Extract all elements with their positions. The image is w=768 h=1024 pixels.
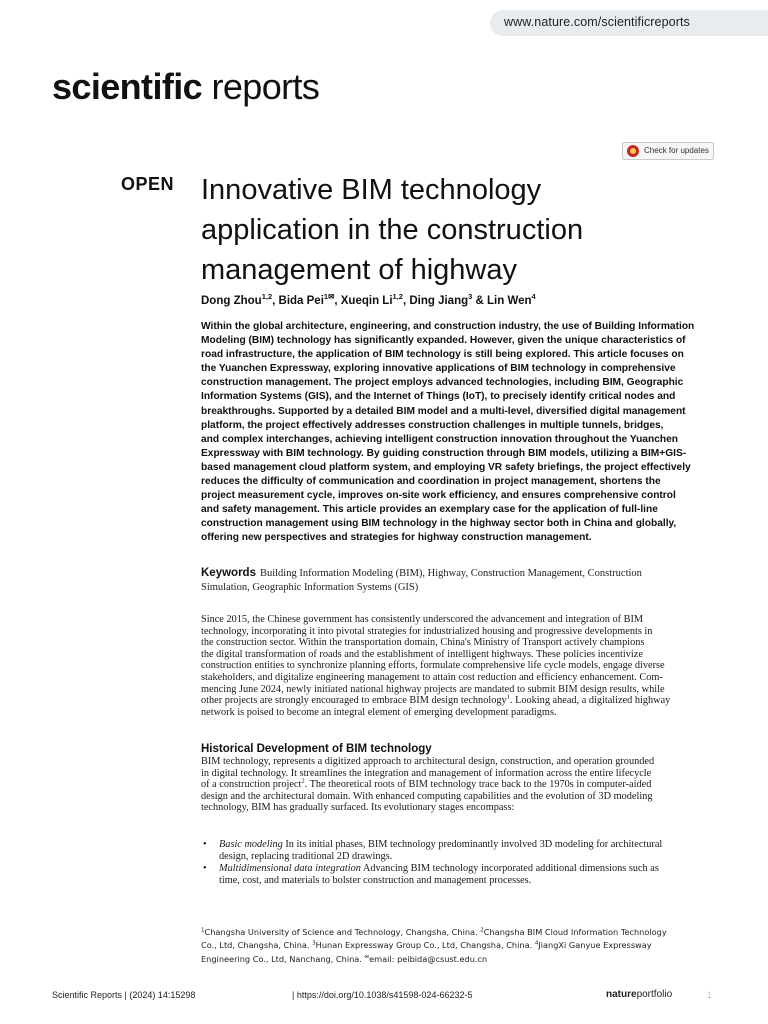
affil-text: Co., Ltd, Changsha, China. <box>201 940 313 951</box>
abstract-line: and complex interchanges, achieving intelligent construction innovation throughout the Yuanchen <box>201 433 678 445</box>
abstract-line: project measurement cycle, improves on-site work efficiency, and ensures comprehensive control <box>201 490 676 502</box>
abstract-line: breakthroughs. Supported by a detailed BIM model and a multi-level, diversified digital management <box>201 405 686 417</box>
body-line: technology, BIM has gradually surfaced. Its evolutionary stages encompass: <box>201 802 515 814</box>
keywords-line: Building Information Modeling (BIM), Highway, Construction Management, Construction <box>259 568 642 579</box>
crossmark-icon <box>627 145 639 157</box>
keywords-line: Simulation, Geographic Information Systems (GIS) <box>201 582 419 593</box>
affil-text: Hunan Expressway Group Co., Ltd, Changsha, China. <box>315 940 535 951</box>
body-line: network is poised to become an integral element of emerging development paradigms. <box>201 706 557 718</box>
journal-logo <box>52 66 319 108</box>
intro-paragraph <box>201 614 721 718</box>
abstract-line: Modeling (BIM) technology has significantly expanded. However, given the unique characteristics of <box>201 335 686 347</box>
check-updates-button[interactable] <box>622 142 714 160</box>
publisher-logo-light: portfolio <box>636 989 673 1000</box>
body-line: the construction sector. Within the transportation domain, China's Ministry of Transport actively champions <box>201 637 645 649</box>
abstract-line: construction management. The project employs advanced technologies, including BIM, Geographic <box>201 377 684 389</box>
list-item-text: In its initial phases, BIM technology predominantly involved 3D modeling for architectural <box>282 839 663 850</box>
affiliations <box>201 926 721 966</box>
keywords <box>201 566 721 595</box>
abstract-line: platform, the project effectively addresses construction challenges in multiple tunnels, bridges, <box>201 419 664 431</box>
affil-text: Changsha BIM Cloud Information Technology <box>483 927 667 937</box>
abstract <box>201 320 721 546</box>
author-sep: , <box>334 294 341 307</box>
author-name[interactable]: Lin Wen <box>487 294 532 307</box>
abstract-line: road infrastructure, the application of BIM technology is still being explored. This article focuses on <box>201 349 684 361</box>
abstract-line: and safety management. This article provides an exemplary case for the application of full-line <box>201 504 658 516</box>
author-affil-sup: 1,2 <box>392 292 403 301</box>
abstract-line: reduces the difficulty of communication and coordination in project management, shortens the <box>201 476 661 488</box>
author-sep: & <box>472 294 487 307</box>
title-line: management of highway <box>201 254 517 286</box>
affil-sup: 2 <box>480 927 484 934</box>
list-item-text: design, replacing traditional 2D drawings. <box>219 850 393 862</box>
open-access-label: OPEN <box>121 174 175 194</box>
reference-link[interactable]: 1 <box>506 693 510 701</box>
bullet-icon: • <box>203 863 207 875</box>
body-line: . Looking ahead, a digitalized highway <box>509 695 671 707</box>
author-affil-sup: 1,2 <box>261 292 273 301</box>
article-title <box>201 170 721 290</box>
affil-text: Changsha University of Science and Technology, Changsha, China. <box>204 927 481 937</box>
keywords-label: Keywords <box>201 567 256 579</box>
affil-text: Engineering Co., Ltd, Nanchang, China. <box>201 953 365 964</box>
body-line: other projects are strongly encouraged to embrace BIM design technology <box>201 695 507 707</box>
envelope-icon: ✉ <box>364 953 370 960</box>
body-line: stakeholders, and digitalize engineering management to attain cost reduction and efficiency enhancement. Com- <box>201 671 663 683</box>
author-name[interactable]: Ding Jiang <box>409 294 469 307</box>
author-affil-sup: 1✉ <box>323 292 335 301</box>
footer-citation: Scientific Reports | (2024) 14:15298 <box>52 990 196 1000</box>
affil-text: JiangXi Ganyue Expressway <box>538 940 652 951</box>
author-list <box>201 292 536 307</box>
journal-url-tab[interactable] <box>490 10 768 36</box>
author-name[interactable]: Xueqin Li <box>340 294 393 307</box>
journal-name-bold: scientific <box>52 66 203 107</box>
body-line: the digital transformation of roads and the establishment of intelligent highways. These policies incentivize <box>201 648 643 660</box>
journal-name-light: reports <box>211 66 320 107</box>
list-item-text: Advancing BIM technology incorporated additional dimensions such as <box>360 863 659 875</box>
affil-sup: 4 <box>534 940 539 947</box>
abstract-line: offering new perspectives and strategies for highway construction management. <box>201 532 592 544</box>
body-line: . The theoretical roots of BIM technology trace back to the 1970s in computer-aided <box>304 779 652 791</box>
section-heading: Historical Development of BIM technology <box>201 743 432 755</box>
page-footer <box>52 990 714 1004</box>
author-sep: , <box>272 294 279 307</box>
title-line: Innovative BIM technology <box>201 174 542 206</box>
abstract-line: the Yuanchen Expressway, exploring innovative applications of BIM technology in comprehensive <box>201 363 676 375</box>
page-number: 1 <box>707 990 713 1000</box>
check-updates-label: Check for updates <box>644 146 709 155</box>
body-line: mencing June 2024, newly initiated national highway projects are mandated to submit BIM design results, while <box>201 683 665 695</box>
abstract-line: Information Systems (GIS), and the Internet of Things (IoT), to precisely identify critical nodes and <box>201 391 676 403</box>
author-name[interactable]: Dong Zhou <box>201 294 262 307</box>
body-line: in digital technology. It streamlines the integration and management of information across the entire lifecycle <box>201 767 652 779</box>
abstract-line: Within the global architecture, engineering, and construction industry, the use of Building Information <box>201 321 695 332</box>
author-sep: , <box>402 294 410 307</box>
title-line: application in the construction <box>201 214 584 246</box>
footer-doi-link[interactable]: | https://doi.org/10.1038/s41598-024-66232-5 <box>292 990 473 1000</box>
journal-url[interactable]: www.nature.com/scientificreports <box>504 15 690 29</box>
reference-link[interactable]: 2 <box>301 777 305 785</box>
list-item <box>201 863 721 886</box>
author-affil-sup: 4 <box>531 292 536 301</box>
affil-sup: 3 <box>312 940 316 947</box>
body-line: construction entities to synchronize planning efforts, formulate comprehensive life cycle models, engage diverse <box>201 660 665 672</box>
publisher-logo <box>606 989 672 1000</box>
body-line: BIM technology, represents a digitized approach to architectural design, construction, and operation grounded <box>201 756 655 767</box>
section-paragraph <box>201 756 721 814</box>
body-line: Since 2015, the Chinese government has consistently underscored the advancement and integration of BIM <box>201 614 644 625</box>
list-item <box>201 839 721 862</box>
abstract-line: construction management using BIM technology in the highway sector both in China and globally, <box>201 518 677 530</box>
body-line: of a construction project <box>201 779 302 791</box>
affil-sup: 1 <box>201 927 205 934</box>
abstract-line: based management cloud platform system, and employing VR safety briefings, the project effectively <box>201 461 691 473</box>
list-item-term: Multidimensional data integration <box>219 863 361 875</box>
list-item-text: time, cost, and materials to bolster construction and management processes. <box>219 874 532 886</box>
corresponding-email[interactable]: email: peibida@csust.edu.cn <box>369 953 488 964</box>
publisher-logo-bold: nature <box>606 989 637 1000</box>
body-line: design and the architectural domain. With enhanced computing capabilities and the evolution of 3D modeling <box>201 790 653 802</box>
list-item-term: Basic modeling <box>219 839 283 850</box>
author-affil-sup: 3 <box>468 292 473 301</box>
abstract-line: Expressway with BIM technology. By guiding construction through BIM models, utilizing a BIM+GIS- <box>201 447 687 459</box>
evolution-list <box>201 839 721 887</box>
author-name[interactable]: Bida Pei <box>278 294 324 307</box>
bullet-icon: • <box>203 839 207 850</box>
body-line: technology, incorporating it into pivotal strategies for industrialized housing and progressive developments in <box>201 625 653 637</box>
